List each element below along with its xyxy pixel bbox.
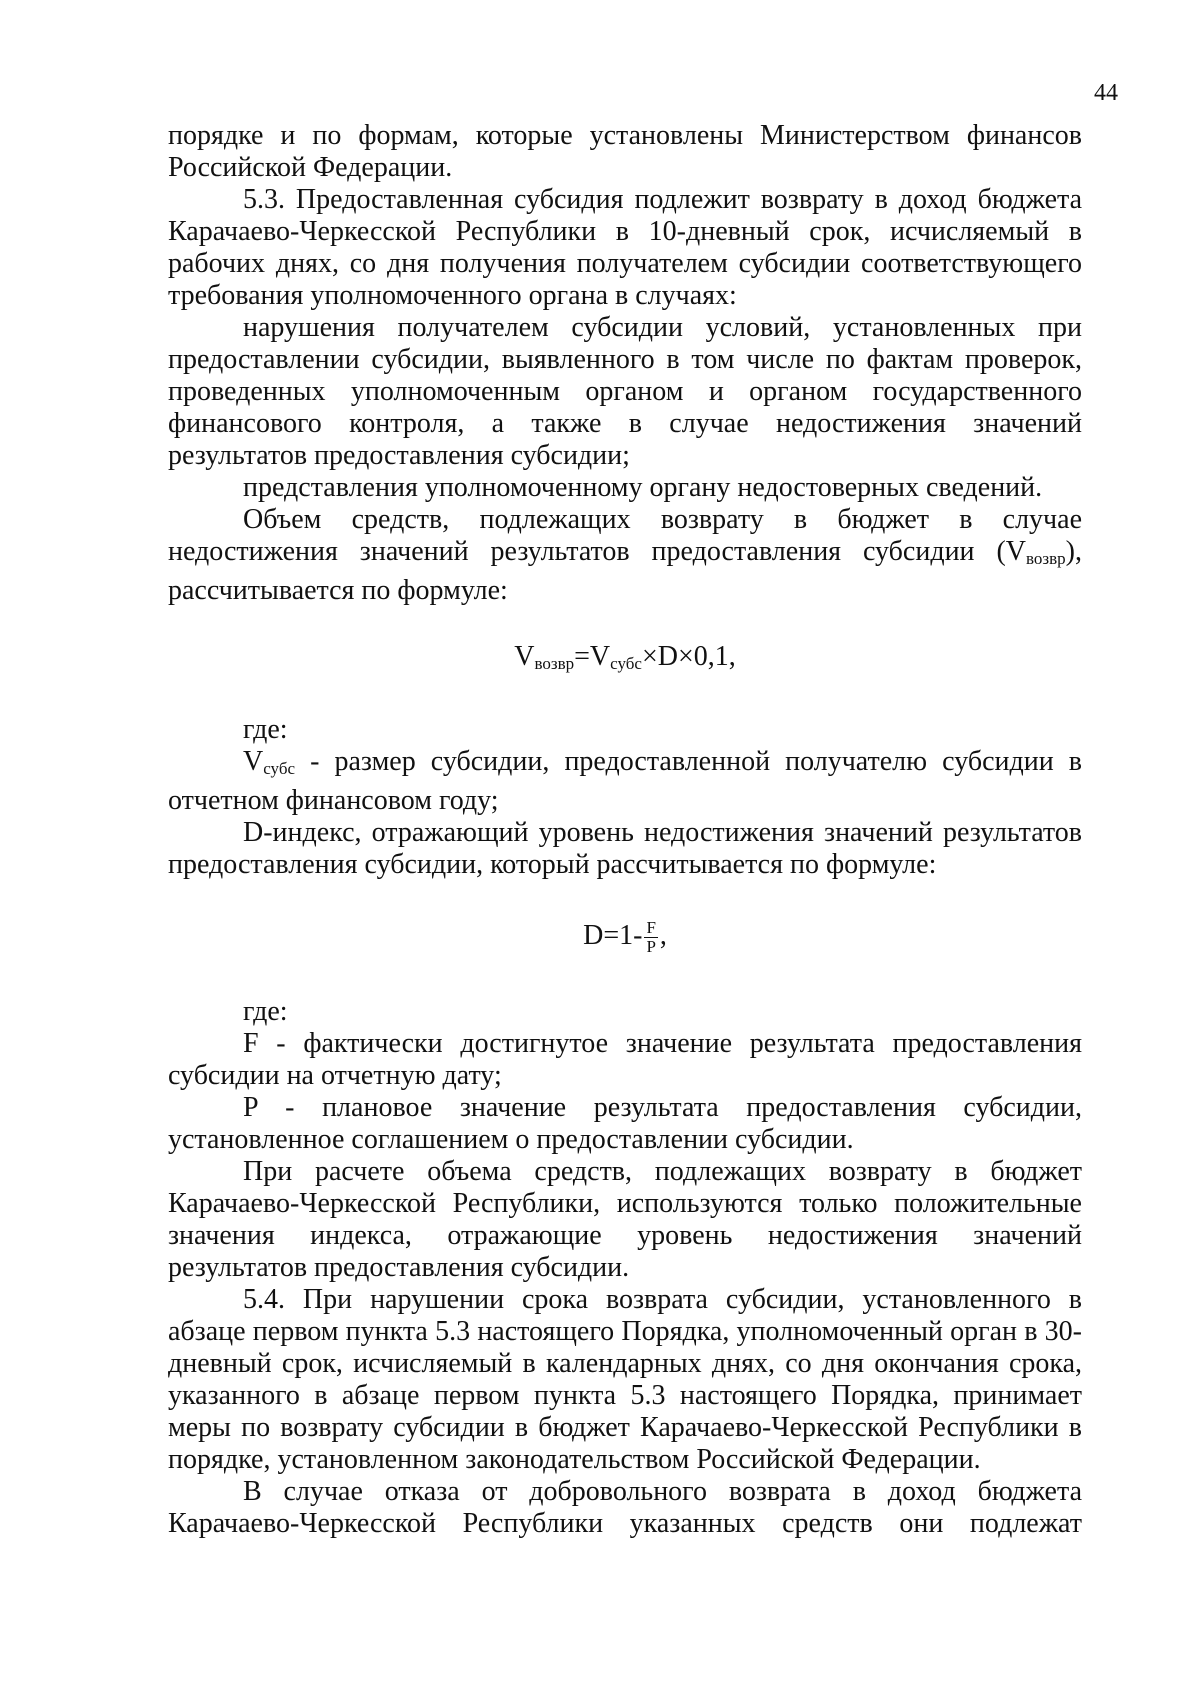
def-v-text: - размер субсидии, предоставленной получателю субсидии в отчетном финансовом году; (168, 746, 1082, 816)
paragraph-continuation: порядке и по формам, которые установлены Министерством финансов Российской Федерации. (168, 120, 1082, 183)
definition-v-subs (168, 746, 1082, 817)
formula2-fraction (644, 919, 657, 956)
formula2-lhs: D=1- (583, 919, 643, 951)
document-body (168, 120, 1082, 1540)
paragraph-violation: нарушения получателем субсидии условий, установленных при предоставлении субсидии, выявленного в том числе по фактам проверок, проведенных уполномоченным органом и органом государственного финансового контроля, а также в случае недостижения значений результатов предоставления субсидии; (168, 312, 1082, 471)
paragraph-false-info: представления уполномоченному органу недостоверных сведений. (243, 472, 1043, 503)
volume-text-after: ), рассчитывается по формуле: (168, 536, 1082, 606)
formula2-numerator: F (646, 918, 656, 937)
definition-f: F - фактически достигнутое значение результата предоставления субсидии на отчетную дату; (168, 1028, 1082, 1091)
definition-d: D-индекс, отражающий уровень недостижения значений результатов предоставления субсидии, который рассчитывается по формуле: (168, 817, 1082, 880)
volume-subscript: возвр (1026, 549, 1066, 568)
paragraph-calculation: При расчете объема средств, подлежащих возврату в бюджет Карачаево-Черкесской Республики, используются только положительные значения индекса, отражающие уровень недостижения значений результатов предоставления субсидии. (168, 1156, 1082, 1283)
def-v-sub: субс (263, 759, 296, 778)
paragraph-5-3: 5.3. Предоставленная субсидия подлежит возврату в доход бюджета Карачаево-Черкесской Республики в 10-дневный срок, исчисляемый в рабочих днях, со дня получения получателем субсидии соответствующего требования уполномоченного органа в случаях: (168, 184, 1082, 311)
formula1-v-sub: возвр (534, 654, 575, 673)
formula-d-index (168, 919, 1082, 956)
where-label-2: где: (243, 996, 288, 1027)
formula2-tail: , (659, 919, 667, 951)
formula1-v: V (514, 641, 535, 672)
paragraph-5-4: 5.4. При нарушении срока возврата субсидии, установленного в абзаце первом пункта 5.3 настоящего Порядка, уполномоченный орган в 30-дневный срок, исчисляемый в календарных днях, со дня окончания срока, указанного в абзаце первом пункта 5.3 настоящего Порядка, принимает меры по возврату субсидии в бюджет Карачаево-Черкесской Республики в порядке, установленном законодательством Российской Федерации. (168, 1284, 1082, 1475)
formula2-denominator: P (646, 937, 656, 956)
page-number: 44 (1094, 80, 1118, 106)
paragraph-volume (168, 504, 1082, 607)
volume-text-before: Объем средств, подлежащих возврату в бюджет в случае недостижения значений результатов предоставления субсидии (V (168, 504, 1082, 567)
def-v-main: V (243, 746, 264, 777)
where-label-1: где: (243, 714, 288, 745)
paragraph-refusal: В случае отказа от добровольного возврата в доход бюджета Карачаево-Черкесской Республики указанных средств они подлежат (168, 1476, 1082, 1539)
formula-v-return (168, 641, 1082, 680)
formula1-subs-sub: субс (610, 654, 642, 673)
definition-p: P - плановое значение результата предоставления субсидии, установленное соглашением о предоставлении субсидии. (168, 1092, 1082, 1155)
formula1-eq: =V (574, 641, 611, 672)
formula1-rest: ×D×0,1, (641, 641, 736, 672)
